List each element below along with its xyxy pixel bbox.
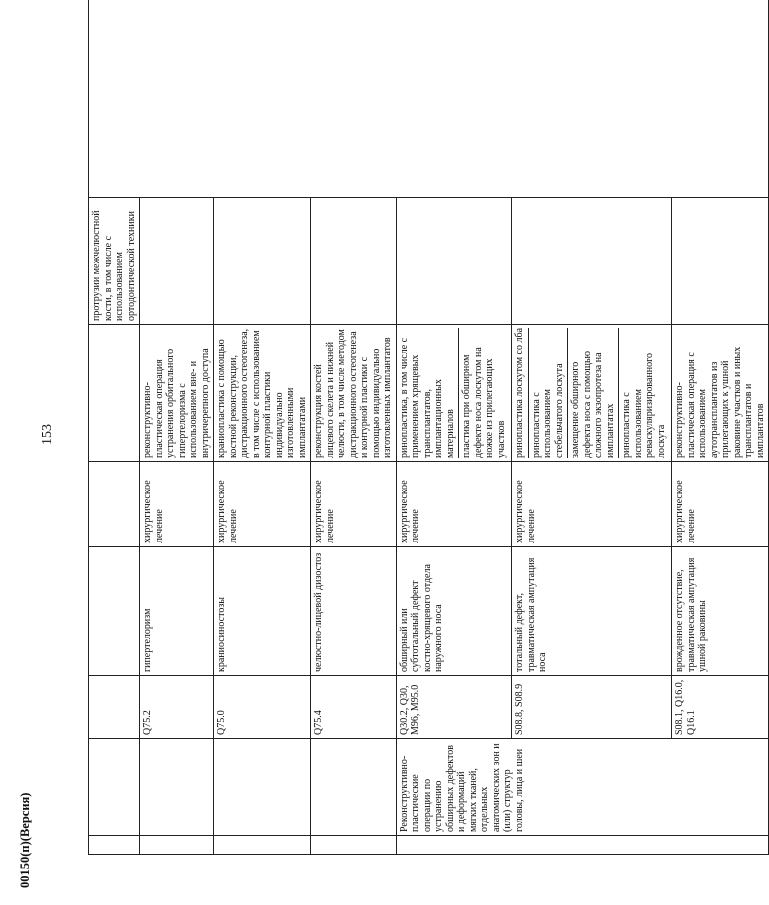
treatment-cell: хирургическое лечение (140, 462, 214, 547)
code-cell: S08.8, S08.9 (512, 676, 672, 739)
document-footer: 00150(п)(Версия) (18, 792, 32, 888)
document-page (88, 55, 766, 855)
medical-procedures-table (88, 0, 769, 855)
method-cell: реконструктивно-пластическая операция с использованием аутотрансплантатов из прилегающих к ушной раковине участков и иных трансплантатов и имплантатов (672, 325, 769, 462)
treatment-cell: хирургическое лечение (214, 462, 311, 547)
method-cell: реконструкция костей лицевого скелета и нижней челюсти, в том числе методом дистракционного остеогенеза и контурной пластики с помощью индивидуально изготовленных имплантатов (311, 325, 397, 462)
code-cell: Q75.2 (140, 676, 214, 739)
method-cell: краниопластика с помощью костной реконструкции, дистракционного остеогенеза, в том числе с использованием контурной пластики индивидуально изготовленными имплантатами (214, 325, 311, 462)
method-cell: реконструктивно-пластическая операция устранения орбитального гипертелоризма с использованием вне- и внутричерепного доступа (140, 325, 214, 462)
empty-right-column (89, 0, 769, 198)
diagnosis-cell: гипертелоризм (140, 547, 214, 676)
continuation-row (89, 0, 140, 855)
diagnosis-cell: челюстно-лицевой дизостоз (311, 547, 397, 676)
method-item: ринопластика, в том числе с применением хрящевых трансплантатов, имплантационных материалов (399, 328, 460, 458)
diagnosis-cell: врожденное отсутствие, травматическая ампутация ушной раковины (672, 547, 769, 676)
treatment-cell: хирургическое лечение (396, 462, 512, 547)
continuation-text: протрузии межчелюстной кости, в том числе с использованием ортодонтической техники (89, 198, 140, 325)
treatment-cell: хирургическое лечение (512, 462, 672, 547)
method-cell (512, 325, 672, 462)
method-item: ринопластика с использованием реваскуляризированного лоскута (621, 352, 667, 458)
code-cell: Q75.4 (311, 676, 397, 739)
page-number: 153 (40, 424, 55, 445)
code-cell: Q30.2, Q30, M96, M95.0 (396, 676, 512, 739)
code-cell: Q75.0 (214, 676, 311, 739)
method-item: пластика при обширном дефекте носа лоскутом на ножке из прилегающих участков (461, 347, 507, 458)
diagnosis-cell: краниосиностозы (214, 547, 311, 676)
method-cell (396, 325, 512, 462)
method-item: ринопластика лоскутом со лба (514, 328, 529, 458)
treatment-cell: хирургическое лечение (672, 462, 769, 547)
diagnosis-cell: обширный или субтотальный дефект костно-хрящевого отдела наружного носа (396, 547, 512, 676)
treatment-cell: хирургическое лечение (311, 462, 397, 547)
code-cell: S08.1, Q16.0, Q16.1 (672, 676, 769, 739)
method-item: ринопластика с использованием стебельчатого лоскута (531, 328, 569, 458)
diagnosis-cell: тотальный дефект, травматическая ампутация носа (512, 547, 672, 676)
group-name-cell: Реконструктивно-пластические операции по устранению обширных дефектов и деформаций мягких тканей, отдельных анатомических зон и (или) структур головы, лица и шеи (396, 739, 769, 836)
method-item: замещение обширного дефекта носа с помощью сложного экзопротеза на имплантатах (570, 328, 619, 458)
